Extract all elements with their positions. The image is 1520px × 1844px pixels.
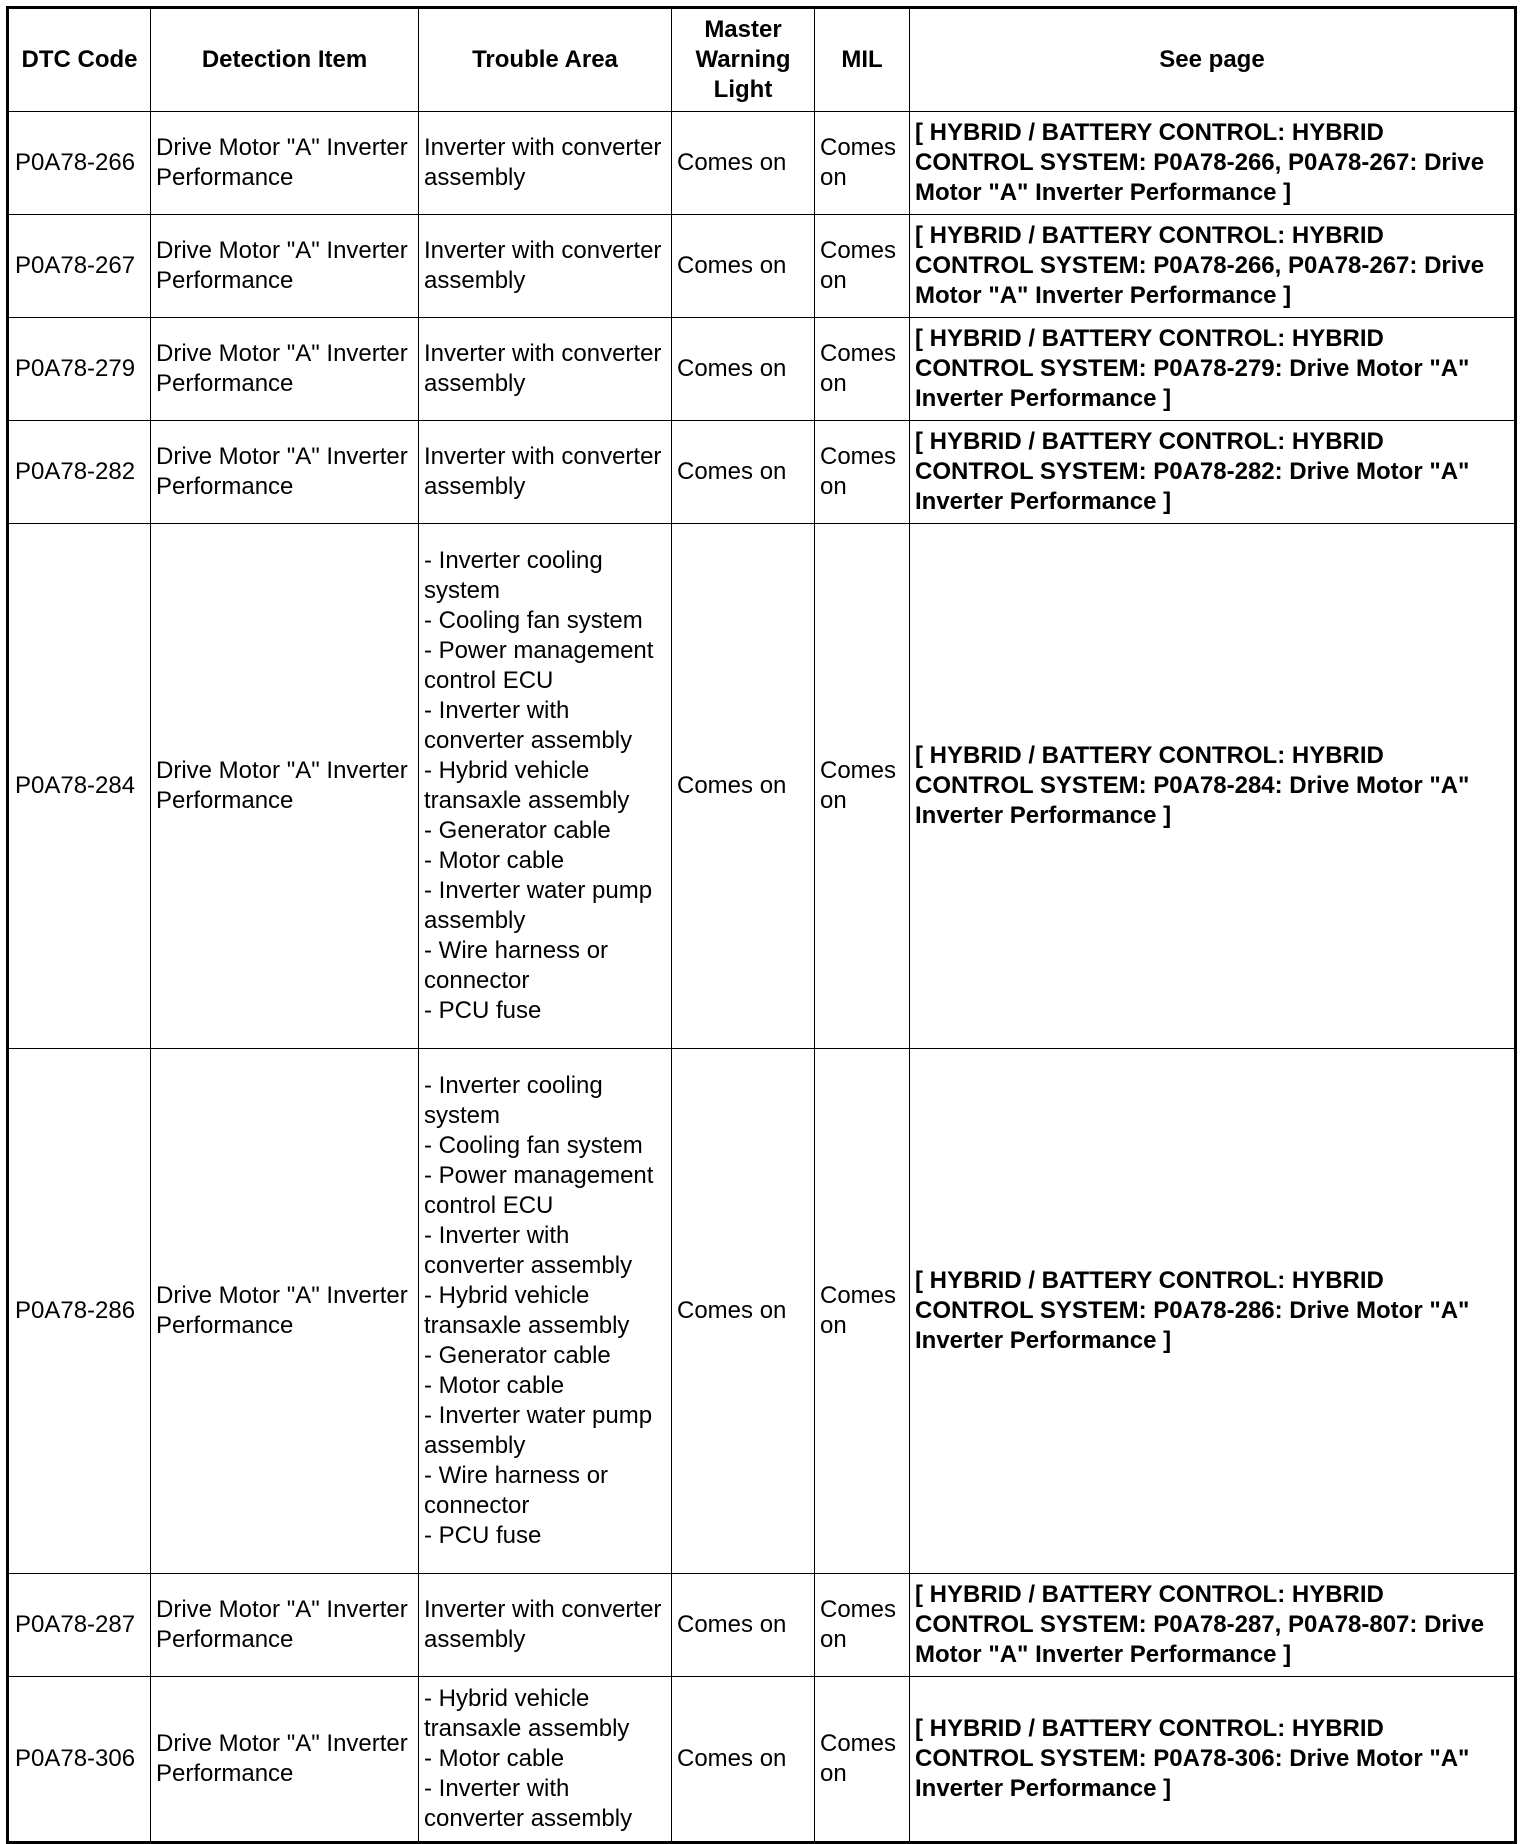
table-row <box>8 421 1516 524</box>
trouble-area-item: Inverter with converter assembly <box>424 1596 662 1653</box>
trouble-area-item: - Inverter cooling system <box>424 547 603 604</box>
trouble-area-cell <box>419 524 672 1049</box>
master-warning-light-cell: Comes on <box>672 421 815 524</box>
trouble-area-cell <box>419 1677 672 1843</box>
see-page-cell: [ HYBRID / BATTERY CONTROL: HYBRID CONTROL SYSTEM: P0A78-266, P0A78-267: Drive Motor "A" Inverter Performance ] <box>910 215 1516 318</box>
table-row <box>8 1574 1516 1677</box>
trouble-area-item: - Cooling fan system <box>424 607 643 634</box>
see-page-cell: [ HYBRID / BATTERY CONTROL: HYBRID CONTROL SYSTEM: P0A78-287, P0A78-807: Drive Motor "A" Inverter Performance ] <box>910 1574 1516 1677</box>
trouble-area-item: - Hybrid vehicle transaxle assembly <box>424 757 630 814</box>
trouble-area-cell <box>419 318 672 421</box>
dtc-code-cell: P0A78-279 <box>8 318 151 421</box>
see-page-cell: [ HYBRID / BATTERY CONTROL: HYBRID CONTROL SYSTEM: P0A78-282: Drive Motor "A" Inverter Performance ] <box>910 421 1516 524</box>
header-master-warning-light: Master Warning Light <box>672 8 815 112</box>
table-row <box>8 318 1516 421</box>
dtc-code-cell: P0A78-306 <box>8 1677 151 1843</box>
table-body <box>8 112 1516 1843</box>
header-trouble-area: Trouble Area <box>419 8 672 112</box>
mil-cell: Comes on <box>815 1574 910 1677</box>
dtc-code-cell: P0A78-266 <box>8 112 151 215</box>
trouble-area-item: - Generator cable <box>424 1342 611 1369</box>
trouble-area-item: - Hybrid vehicle transaxle assembly <box>424 1282 630 1339</box>
trouble-area-item: Inverter with converter assembly <box>424 340 662 397</box>
master-warning-light-cell: Comes on <box>672 1677 815 1843</box>
trouble-area-item: - Inverter with converter assembly <box>424 697 633 754</box>
dtc-code-cell: P0A78-282 <box>8 421 151 524</box>
detection-item-cell: Drive Motor "A" Inverter Performance <box>151 524 419 1049</box>
trouble-area-cell <box>419 112 672 215</box>
header-mil: MIL <box>815 8 910 112</box>
trouble-area-item: - Cooling fan system <box>424 1132 643 1159</box>
table-row <box>8 1677 1516 1843</box>
trouble-area-item: - Power management control ECU <box>424 1162 654 1219</box>
trouble-area-item: Inverter with converter assembly <box>424 443 662 500</box>
header-detection-item: Detection Item <box>151 8 419 112</box>
trouble-area-item: - Power management control ECU <box>424 637 654 694</box>
see-page-cell: [ HYBRID / BATTERY CONTROL: HYBRID CONTROL SYSTEM: P0A78-279: Drive Motor "A" Inverter Performance ] <box>910 318 1516 421</box>
see-page-cell: [ HYBRID / BATTERY CONTROL: HYBRID CONTROL SYSTEM: P0A78-284: Drive Motor "A" Inverter Performance ] <box>910 524 1516 1049</box>
trouble-area-item: - Inverter water pump assembly <box>424 1402 653 1459</box>
trouble-area-item: - Inverter with converter assembly <box>424 1775 633 1832</box>
trouble-area-cell <box>419 1574 672 1677</box>
see-page-cell: [ HYBRID / BATTERY CONTROL: HYBRID CONTROL SYSTEM: P0A78-286: Drive Motor "A" Inverter Performance ] <box>910 1049 1516 1574</box>
see-page-cell: [ HYBRID / BATTERY CONTROL: HYBRID CONTROL SYSTEM: P0A78-306: Drive Motor "A" Inverter Performance ] <box>910 1677 1516 1843</box>
trouble-area-item: - PCU fuse <box>424 1522 542 1549</box>
master-warning-light-cell: Comes on <box>672 1574 815 1677</box>
master-warning-light-cell: Comes on <box>672 112 815 215</box>
detection-item-cell: Drive Motor "A" Inverter Performance <box>151 318 419 421</box>
mil-cell: Comes on <box>815 1677 910 1843</box>
trouble-area-item: - Wire harness or connector <box>424 937 609 994</box>
trouble-area-item: - Inverter water pump assembly <box>424 877 653 934</box>
detection-item-cell: Drive Motor "A" Inverter Performance <box>151 1677 419 1843</box>
dtc-table <box>6 6 1517 1844</box>
header-dtc-code: DTC Code <box>8 8 151 112</box>
see-page-cell: [ HYBRID / BATTERY CONTROL: HYBRID CONTROL SYSTEM: P0A78-266, P0A78-267: Drive Motor "A" Inverter Performance ] <box>910 112 1516 215</box>
trouble-area-item: - Generator cable <box>424 817 611 844</box>
table-row <box>8 215 1516 318</box>
trouble-area-cell <box>419 421 672 524</box>
master-warning-light-cell: Comes on <box>672 1049 815 1574</box>
trouble-area-cell <box>419 1049 672 1574</box>
trouble-area-item: - Motor cable <box>424 1372 565 1399</box>
trouble-area-item: - Wire harness or connector <box>424 1462 609 1519</box>
dtc-code-cell: P0A78-287 <box>8 1574 151 1677</box>
dtc-code-cell: P0A78-284 <box>8 524 151 1049</box>
mil-cell: Comes on <box>815 421 910 524</box>
dtc-code-cell: P0A78-286 <box>8 1049 151 1574</box>
trouble-area-cell <box>419 215 672 318</box>
trouble-area-item: - Motor cable <box>424 1745 565 1772</box>
master-warning-light-cell: Comes on <box>672 524 815 1049</box>
mil-cell: Comes on <box>815 318 910 421</box>
mil-cell: Comes on <box>815 112 910 215</box>
table-row <box>8 524 1516 1049</box>
trouble-area-item: - Inverter cooling system <box>424 1072 603 1129</box>
dtc-code-cell: P0A78-267 <box>8 215 151 318</box>
mil-cell: Comes on <box>815 215 910 318</box>
trouble-area-item: Inverter with converter assembly <box>424 134 662 191</box>
mil-cell: Comes on <box>815 524 910 1049</box>
detection-item-cell: Drive Motor "A" Inverter Performance <box>151 421 419 524</box>
table-row <box>8 112 1516 215</box>
header-see-page: See page <box>910 8 1516 112</box>
trouble-area-item: Inverter with converter assembly <box>424 237 662 294</box>
trouble-area-item: - Inverter with converter assembly <box>424 1222 633 1279</box>
table-row <box>8 1049 1516 1574</box>
detection-item-cell: Drive Motor "A" Inverter Performance <box>151 215 419 318</box>
detection-item-cell: Drive Motor "A" Inverter Performance <box>151 1049 419 1574</box>
trouble-area-item: - PCU fuse <box>424 997 542 1024</box>
trouble-area-item: - Hybrid vehicle transaxle assembly <box>424 1685 630 1742</box>
table-header-row <box>8 8 1516 112</box>
master-warning-light-cell: Comes on <box>672 215 815 318</box>
trouble-area-item: - Motor cable <box>424 847 565 874</box>
detection-item-cell: Drive Motor "A" Inverter Performance <box>151 1574 419 1677</box>
master-warning-light-cell: Comes on <box>672 318 815 421</box>
mil-cell: Comes on <box>815 1049 910 1574</box>
detection-item-cell: Drive Motor "A" Inverter Performance <box>151 112 419 215</box>
